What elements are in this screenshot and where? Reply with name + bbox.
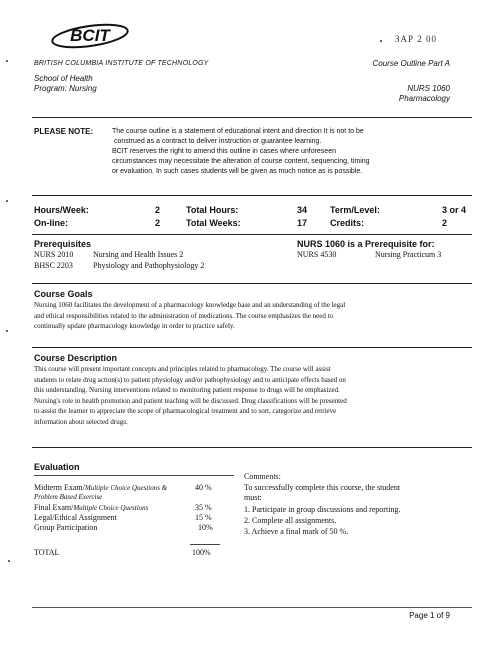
online-value: 2 [155, 218, 161, 228]
scan-speck [6, 60, 8, 62]
credits-value: 2 [442, 218, 448, 228]
divider [32, 195, 472, 196]
hours-week-label: Hours/Week: [34, 205, 89, 215]
prereq-heading: Prerequisites [34, 239, 92, 249]
total-label: TOTAL [34, 548, 60, 557]
scan-speck [8, 560, 10, 562]
goals-line: continually update pharmacology knowledge in order to practice safely. [34, 322, 235, 330]
note-line: The course outline is a statement of educational intent and direction It is not to be [112, 128, 364, 135]
total-weeks-label: Total Weeks: [186, 218, 241, 228]
description-line: information about selected drugs. [34, 417, 128, 426]
divider [32, 283, 472, 284]
eval-item-detail: Multiple Choice Questions [73, 504, 149, 512]
eval-item-name: Midterm Exam/ [34, 483, 85, 492]
page-number: Page 1 of 9 [409, 611, 450, 620]
eval-item-detail: Multiple Choice Questions & [84, 484, 168, 492]
eval-item-final [34, 503, 148, 512]
divider [32, 234, 472, 235]
comments-intro: must: [244, 493, 262, 502]
hours-week-value: 2 [155, 205, 161, 215]
prereq-code: BHSC 2203 [34, 261, 73, 270]
credits-label: Credits: [330, 218, 365, 228]
eval-item-group: Group Participation [34, 523, 98, 532]
prereq-code: NURS 2010 [34, 250, 74, 259]
eval-item-pct: 15 % [195, 513, 212, 522]
doc-type: Course Outline Part A [372, 59, 450, 68]
total-rule [190, 544, 220, 545]
school-name: School of Health [34, 74, 93, 83]
logo-text: BCIT [70, 26, 110, 45]
total-hours-value: 34 [297, 205, 308, 215]
scan-speck [6, 330, 8, 332]
description-line: Nursing's role in health promotion and patient teaching will be discussed. Drug classifications will be presented [34, 396, 347, 405]
eval-item-detail: Problem Based Exercise [34, 493, 103, 501]
description-text [34, 364, 474, 427]
prereq-name: Physiology and Pathophysiology 2 [93, 261, 205, 270]
scan-speck [380, 40, 382, 42]
divider [32, 347, 472, 348]
bcit-logo-mark [50, 23, 130, 49]
description-line: students to relate drug action(s) to patient physiology and/or pathophysiology and to anticipate effects based on [34, 375, 346, 384]
evaluation-rule [34, 475, 234, 476]
received-stamp: ЗАР 2 00 [395, 34, 438, 44]
course-name: Pharmacology [398, 94, 450, 103]
note-line: construed as a contract to deliver instruction or guarantee learning. [114, 138, 322, 145]
is-prereq-code: NURS 4530 [297, 250, 337, 259]
note-line: BCIT reserves the right to amend this outline in cases where unforeseen [112, 148, 336, 155]
note-label: PLEASE NOTE: [34, 127, 94, 136]
description-line: this understanding. Nursing interventions related to monitoring patient response to drugs will be emphasized. [34, 386, 340, 394]
description-line: to assist the learner to appreciate the scope of pharmacological treatment and to sort, categorize and retrieve [34, 407, 337, 415]
eval-item-midterm [34, 483, 167, 492]
note-line: circumstances may necessitate the alteration of course content, sequencing, timing [112, 158, 370, 165]
prereq-name: Nursing and Health Issues 2 [93, 250, 184, 259]
comment-item: 1. Participate in group discussions and reporting. [244, 505, 401, 514]
footer-rule [32, 607, 472, 608]
goals-heading: Course Goals [34, 289, 93, 299]
bcit-logo [50, 23, 130, 49]
comment-item: 3. Achieve a final mark of 50 %. [244, 527, 349, 536]
divider [32, 447, 472, 448]
comments-label: Comments: [244, 472, 281, 481]
program-name: Program: Nursing [34, 84, 97, 93]
course-code: NURS 1060 [407, 84, 450, 93]
eval-item-pct: 35 % [195, 503, 212, 512]
description-heading: Course Description [34, 353, 118, 363]
divider [32, 117, 472, 118]
description-line: This course will present important concepts and principles related to pharmacology. The course will assist [34, 365, 331, 373]
total-pct: 100% [192, 548, 211, 557]
note-text [112, 127, 472, 177]
evaluation-heading: Evaluation [34, 462, 80, 472]
scan-speck [6, 200, 8, 202]
term-level-value: 3 or 4 [442, 205, 467, 215]
online-label: On-line: [34, 218, 68, 228]
note-line: or evaluation. In such cases students will be given as much notice as is possible. [112, 168, 363, 175]
total-weeks-value: 17 [297, 218, 308, 228]
goals-text [34, 300, 474, 332]
comment-item: 2. Complete all assignments. [244, 516, 337, 525]
eval-item-legal: Legal/Ethical Assignment [34, 513, 117, 522]
institute-name: BRITISH COLUMBIA INSTITUTE OF TECHNOLOGY [34, 60, 209, 67]
eval-item-pct: 40 % [195, 483, 212, 492]
total-hours-label: Total Hours: [186, 205, 239, 215]
goals-line: Nursing 1060 facilitates the development of a pharmacology knowledge base and an understanding of the legal [34, 301, 346, 309]
eval-item-name: Final Exam/ [34, 503, 74, 512]
is-prereq-heading: NURS 1060 is a Prerequisite for: [297, 239, 435, 249]
comments-intro: To successfully complete this course, the student [244, 483, 401, 492]
goals-line: and ethical responsibilities related to the administration of medications. The course emphasizes the need to [34, 311, 334, 320]
eval-item-pct: 10% [198, 523, 213, 532]
term-level-label: Term/Level: [330, 205, 380, 215]
is-prereq-name: Nursing Practicum 3 [375, 250, 442, 259]
